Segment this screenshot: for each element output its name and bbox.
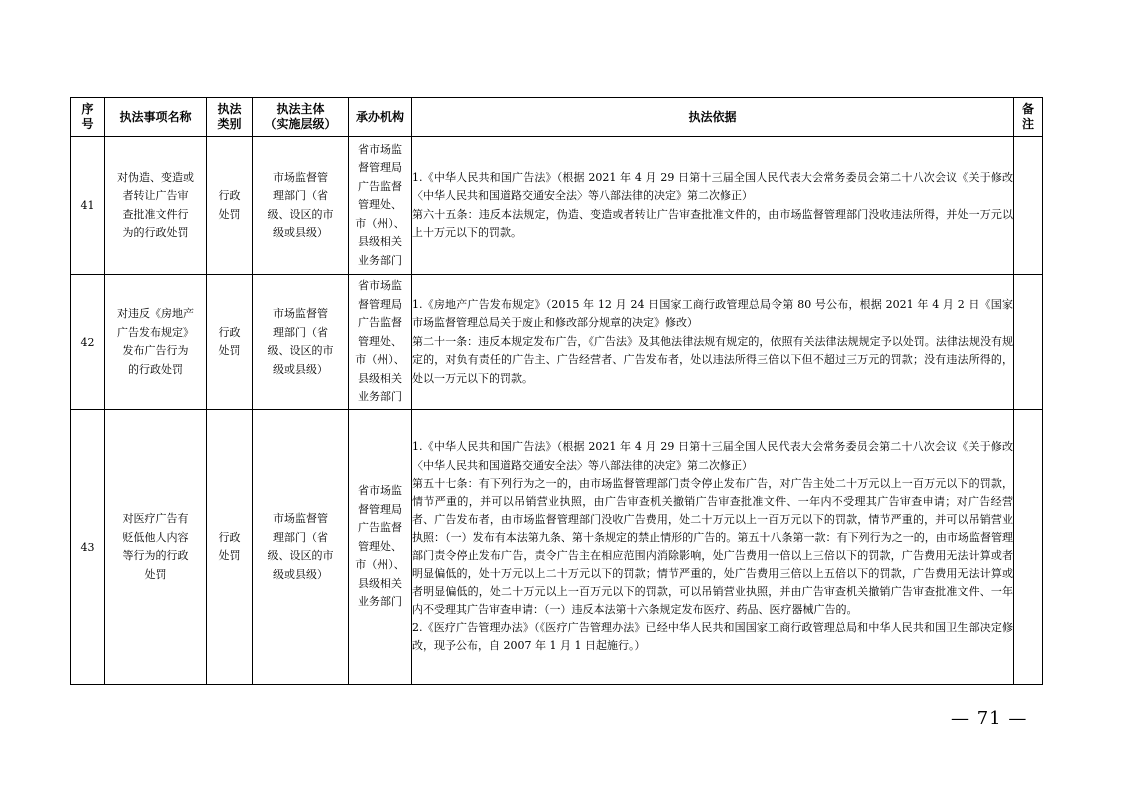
enforcement-table [70,97,1043,685]
row-remark [1014,275,1043,410]
row-organ: 省市场监 督管理局 广告监督 管理处、 市（州）、 县级相关 业务部门 [349,410,412,685]
row-subject: 市场监督管 理部门（省 级、设区的市 级或县级） [253,410,349,685]
header-remark: 备 注 [1014,98,1043,137]
table-row [71,137,1043,275]
row-seq: 43 [71,410,105,685]
header-basis: 执法依据 [412,98,1014,137]
row-organ: 省市场监 督管理局 广告监督 管理处、 市（州）、 县级相关 业务部门 [349,137,412,275]
row-category: 行政 处罚 [207,275,253,410]
row-subject: 市场监督管 理部门（省 级、设区的市 级或县级） [253,275,349,410]
header-seq: 序 号 [71,98,105,137]
header-item-name: 执法事项名称 [105,98,207,137]
header-organ: 承办机构 [349,98,412,137]
row-item-name: 对违反《房地产 广告发布规定》 发布广告行为 的行政处罚 [105,275,207,410]
header-row [71,98,1043,137]
header-category: 执法 类别 [207,98,253,137]
table-row [71,410,1043,685]
header-subject: 执法主体 （实施层级） [253,98,349,137]
row-category: 行政 处罚 [207,137,253,275]
table-row [71,275,1043,410]
row-seq: 42 [71,275,105,410]
row-basis: 1.《房地产广告发布规定》（2015 年 12 月 24 日国家工商行政管理总局令第 80 号公布，根据 2021 年 4 月 2 日《国家市场监督管理总局关于废止和修改部分规章的决定》修改） 第二十一条：违反本规定发布广告，《广告法》及其他法律法规有规定的，依照有关法律法规规定予以处罚。法律法规没有规定的，对负有责任的广告主、广告经营者、广告发布者，处以违法所得三倍以下但不超过三万元的罚款；没有违法所得的，处以一万元以下的罚款。 [412,275,1014,410]
row-remark [1014,137,1043,275]
row-category: 行政 处罚 [207,410,253,685]
page-number: — 71 — [951,708,1028,729]
row-remark [1014,410,1043,685]
row-item-name: 对医疗广告有 贬低他人内容 等行为的行政 处罚 [105,410,207,685]
row-item-name: 对伪造、变造或 者转让广告审 查批准文件行 为的行政处罚 [105,137,207,275]
row-basis: 1.《中华人民共和国广告法》（根据 2021 年 4 月 29 日第十三届全国人民代表大会常务委员会第二十八次会议《关于修改〈中华人民共和国道路交通安全法〉等八部法律的决定》第二次修正） 第五十七条：有下列行为之一的，由市场监督管理部门责令停止发布广告，对广告主处二十万元以上一百万元以下的罚款，情节严重的，并可以吊销营业执照，由广告审查机关撤销广告审查批准文件、一年内不受理其广告审查申请；对广告经营者、广告发布者，由市场监督管理部门没收广告费用，处二十万元以上一百万元以下的罚款，情节严重的，并可以吊销营业执照：（一）发布有本法第九条、第十条规定的禁止情形的广告的。第五十八条第一款：有下列行为之一的，由市场监督管理部门责令停止发布广告，责令广告主在相应范围内消除影响，处广告费用一倍以上三倍以下的罚款，广告费用无法计算或者明显偏低的，处十万元以上二十万元以下的罚款；情节严重的，处广告费用三倍以上五倍以下的罚款，广告费用无法计算或者明显偏低的，处二十万元以上一百万元以下的罚款，可以吊销营业执照，并由广告审查机关撤销广告审查批准文件、一年内不受理其广告审查申请：（一）违反本法第十六条规定发布医疗、药品、医疗器械广告的。 2.《医疗广告管理办法》（《医疗广告管理办法》已经中华人民共和国国家工商行政管理总局和中华人民共和国卫生部决定修改，现予公布，自 2007 年 1 月 1 日起施行。） [412,410,1014,685]
row-organ: 省市场监 督管理局 广告监督 管理处、 市（州）、 县级相关 业务部门 [349,275,412,410]
row-subject: 市场监督管 理部门（省 级、设区的市 级或县级） [253,137,349,275]
row-basis: 1.《中华人民共和国广告法》（根据 2021 年 4 月 29 日第十三届全国人民代表大会常务委员会第二十八次会议《关于修改〈中华人民共和国道路交通安全法〉等八部法律的决定》第二次修正） 第六十五条：违反本法规定，伪造、变造或者转让广告审查批准文件的，由市场监督管理部门没收违法所得，并处一万元以上十万元以下的罚款。 [412,137,1014,275]
row-seq: 41 [71,137,105,275]
